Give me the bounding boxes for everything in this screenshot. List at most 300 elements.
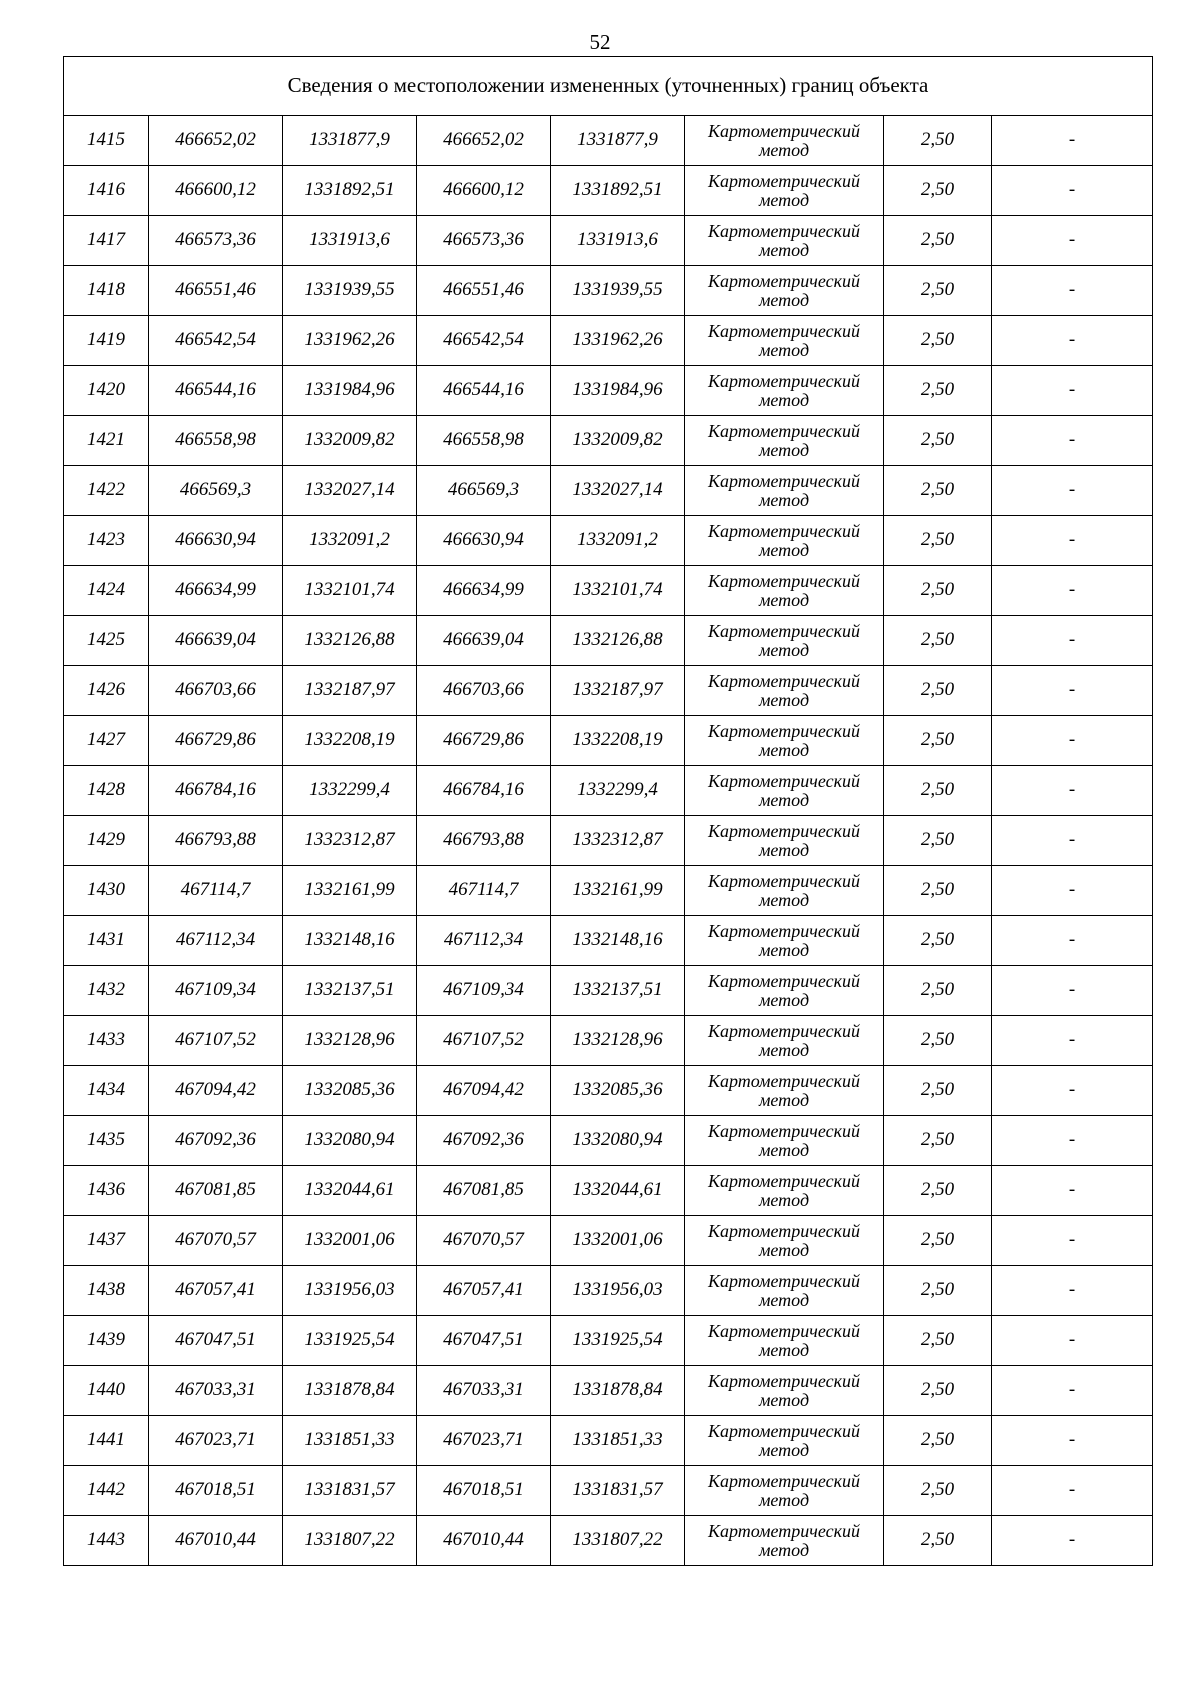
method-line2: метод	[758, 1339, 810, 1360]
method-cell	[685, 1416, 884, 1466]
method-cell	[685, 816, 884, 866]
method-line2: метод	[758, 1239, 810, 1260]
description-cell: -	[992, 316, 1153, 366]
method-line1: Картометрический	[707, 470, 860, 491]
y-new-cell: 1332101,74	[551, 566, 685, 616]
x-old-cell: 467033,31	[149, 1366, 283, 1416]
accuracy-cell: 2,50	[884, 116, 992, 166]
x-old-cell: 467070,57	[149, 1216, 283, 1266]
method-line2: метод	[758, 839, 810, 860]
method-line2: метод	[758, 289, 810, 310]
y-new-cell: 1332137,51	[551, 966, 685, 1016]
method-line1: Картометрический	[707, 1070, 860, 1091]
x-new-cell: 466542,54	[417, 316, 551, 366]
table-title-row	[64, 57, 1153, 116]
x-new-cell: 467047,51	[417, 1316, 551, 1366]
x-new-cell: 467112,34	[417, 916, 551, 966]
method-line2: метод	[758, 939, 810, 960]
x-old-cell: 467057,41	[149, 1266, 283, 1316]
y-new-cell: 1332128,96	[551, 1016, 685, 1066]
table-row	[64, 366, 1153, 416]
point-number-cell: 1428	[64, 766, 149, 816]
x-old-cell: 466634,99	[149, 566, 283, 616]
x-old-cell: 467047,51	[149, 1316, 283, 1366]
table-row	[64, 866, 1153, 916]
method-line2: метод	[758, 1539, 810, 1560]
method-cell	[685, 316, 884, 366]
method-line1: Картометрический	[707, 120, 860, 141]
accuracy-cell: 2,50	[884, 316, 992, 366]
method-cell	[685, 566, 884, 616]
method-line2: метод	[758, 589, 810, 610]
point-number-cell: 1441	[64, 1416, 149, 1466]
x-new-cell: 467092,36	[417, 1116, 551, 1166]
y-new-cell: 1332044,61	[551, 1166, 685, 1216]
method-cell	[685, 366, 884, 416]
method-line1: Картометрический	[707, 370, 860, 391]
x-old-cell: 467107,52	[149, 1016, 283, 1066]
accuracy-cell: 2,50	[884, 1216, 992, 1266]
y-new-cell: 1332187,97	[551, 666, 685, 716]
method-line2: метод	[758, 1089, 810, 1110]
x-old-cell: 466544,16	[149, 366, 283, 416]
accuracy-cell: 2,50	[884, 1366, 992, 1416]
description-cell: -	[992, 666, 1153, 716]
x-old-cell: 466542,54	[149, 316, 283, 366]
x-new-cell: 466652,02	[417, 116, 551, 166]
method-cell	[685, 1016, 884, 1066]
method-line1: Картометрический	[707, 870, 860, 891]
x-old-cell: 466784,16	[149, 766, 283, 816]
y-old-cell: 1331831,57	[283, 1466, 417, 1516]
method-line1: Картометрический	[707, 220, 860, 241]
accuracy-cell: 2,50	[884, 1066, 992, 1116]
x-old-cell: 467109,34	[149, 966, 283, 1016]
method-line1: Картометрический	[707, 1320, 860, 1341]
y-new-cell: 1331831,57	[551, 1466, 685, 1516]
method-line2: метод	[758, 689, 810, 710]
y-new-cell: 1331984,96	[551, 366, 685, 416]
point-number-cell: 1436	[64, 1166, 149, 1216]
y-new-cell: 1331925,54	[551, 1316, 685, 1366]
x-new-cell: 467010,44	[417, 1516, 551, 1566]
method-cell	[685, 916, 884, 966]
table-row	[64, 1316, 1153, 1366]
method-cell	[685, 266, 884, 316]
method-line2: метод	[758, 1439, 810, 1460]
accuracy-cell: 2,50	[884, 466, 992, 516]
method-line1: Картометрический	[707, 920, 860, 941]
point-number-cell: 1426	[64, 666, 149, 716]
method-line2: метод	[758, 639, 810, 660]
method-cell	[685, 1116, 884, 1166]
y-new-cell: 1332027,14	[551, 466, 685, 516]
table-row	[64, 1216, 1153, 1266]
table-row	[64, 616, 1153, 666]
method-line2: метод	[758, 1489, 810, 1510]
y-old-cell: 1331939,55	[283, 266, 417, 316]
boundary-table	[63, 56, 1153, 1566]
x-old-cell: 467018,51	[149, 1466, 283, 1516]
method-line1: Картометрический	[707, 520, 860, 541]
accuracy-cell: 2,50	[884, 1516, 992, 1566]
method-cell	[685, 1166, 884, 1216]
y-old-cell: 1332085,36	[283, 1066, 417, 1116]
method-line1: Картометрический	[707, 1120, 860, 1141]
method-cell	[685, 766, 884, 816]
description-cell: -	[992, 366, 1153, 416]
y-old-cell: 1332126,88	[283, 616, 417, 666]
method-cell	[685, 1266, 884, 1316]
accuracy-cell: 2,50	[884, 266, 992, 316]
y-new-cell: 1331878,84	[551, 1366, 685, 1416]
method-cell	[685, 966, 884, 1016]
accuracy-cell: 2,50	[884, 566, 992, 616]
description-cell: -	[992, 466, 1153, 516]
y-old-cell: 1331851,33	[283, 1416, 417, 1466]
accuracy-cell: 2,50	[884, 1466, 992, 1516]
method-line1: Картометрический	[707, 420, 860, 441]
table-row	[64, 516, 1153, 566]
method-line1: Картометрический	[707, 820, 860, 841]
method-line1: Картометрический	[707, 1220, 860, 1241]
table-row	[64, 1166, 1153, 1216]
table-row	[64, 766, 1153, 816]
table-row	[64, 666, 1153, 716]
y-new-cell: 1332085,36	[551, 1066, 685, 1116]
description-cell: -	[992, 1066, 1153, 1116]
point-number-cell: 1429	[64, 816, 149, 866]
description-cell: -	[992, 1116, 1153, 1166]
y-old-cell: 1332080,94	[283, 1116, 417, 1166]
point-number-cell: 1431	[64, 916, 149, 966]
y-new-cell: 1331939,55	[551, 266, 685, 316]
point-number-cell: 1440	[64, 1366, 149, 1416]
table-row	[64, 716, 1153, 766]
x-new-cell: 467018,51	[417, 1466, 551, 1516]
y-new-cell: 1332001,06	[551, 1216, 685, 1266]
accuracy-cell: 2,50	[884, 1266, 992, 1316]
x-new-cell: 466551,46	[417, 266, 551, 316]
point-number-cell: 1433	[64, 1016, 149, 1066]
x-new-cell: 467057,41	[417, 1266, 551, 1316]
description-cell: -	[992, 266, 1153, 316]
y-old-cell: 1332299,4	[283, 766, 417, 816]
x-new-cell: 466569,3	[417, 466, 551, 516]
description-cell: -	[992, 816, 1153, 866]
x-new-cell: 466634,99	[417, 566, 551, 616]
x-new-cell: 466544,16	[417, 366, 551, 416]
y-new-cell: 1332091,2	[551, 516, 685, 566]
table-row	[64, 1516, 1153, 1566]
description-cell: -	[992, 1166, 1153, 1216]
point-number-cell: 1416	[64, 166, 149, 216]
x-old-cell: 466639,04	[149, 616, 283, 666]
accuracy-cell: 2,50	[884, 166, 992, 216]
x-old-cell: 466729,86	[149, 716, 283, 766]
x-old-cell: 467081,85	[149, 1166, 283, 1216]
method-line2: метод	[758, 1039, 810, 1060]
table-row	[64, 816, 1153, 866]
accuracy-cell: 2,50	[884, 416, 992, 466]
y-old-cell: 1332101,74	[283, 566, 417, 616]
point-number-cell: 1439	[64, 1316, 149, 1366]
description-cell: -	[992, 866, 1153, 916]
point-number-cell: 1419	[64, 316, 149, 366]
accuracy-cell: 2,50	[884, 1116, 992, 1166]
y-old-cell: 1331925,54	[283, 1316, 417, 1366]
x-new-cell: 466703,66	[417, 666, 551, 716]
method-line2: метод	[758, 789, 810, 810]
table-row	[64, 566, 1153, 616]
accuracy-cell: 2,50	[884, 1166, 992, 1216]
method-line1: Картометрический	[707, 720, 860, 741]
point-number-cell: 1427	[64, 716, 149, 766]
description-cell: -	[992, 1516, 1153, 1566]
y-old-cell: 1331878,84	[283, 1366, 417, 1416]
description-cell: -	[992, 1266, 1153, 1316]
table-row	[64, 116, 1153, 166]
x-new-cell: 466630,94	[417, 516, 551, 566]
x-new-cell: 467114,7	[417, 866, 551, 916]
method-line1: Картометрический	[707, 770, 860, 791]
x-new-cell: 466600,12	[417, 166, 551, 216]
y-old-cell: 1332128,96	[283, 1016, 417, 1066]
method-line2: метод	[758, 1389, 810, 1410]
x-new-cell: 467081,85	[417, 1166, 551, 1216]
description-cell: -	[992, 1016, 1153, 1066]
method-cell	[685, 466, 884, 516]
accuracy-cell: 2,50	[884, 1316, 992, 1366]
description-cell: -	[992, 166, 1153, 216]
description-cell: -	[992, 1416, 1153, 1466]
x-old-cell: 467092,36	[149, 1116, 283, 1166]
point-number-cell: 1421	[64, 416, 149, 466]
y-old-cell: 1332137,51	[283, 966, 417, 1016]
y-old-cell: 1331807,22	[283, 1516, 417, 1566]
method-line1: Картометрический	[707, 1370, 860, 1391]
method-line2: метод	[758, 1189, 810, 1210]
method-cell	[685, 866, 884, 916]
accuracy-cell: 2,50	[884, 916, 992, 966]
method-line1: Картометрический	[707, 170, 860, 191]
y-new-cell: 1332312,87	[551, 816, 685, 866]
method-line1: Картометрический	[707, 1420, 860, 1441]
table-row	[64, 416, 1153, 466]
x-old-cell: 466793,88	[149, 816, 283, 866]
description-cell: -	[992, 566, 1153, 616]
y-old-cell: 1332001,06	[283, 1216, 417, 1266]
point-number-cell: 1435	[64, 1116, 149, 1166]
y-old-cell: 1332027,14	[283, 466, 417, 516]
y-old-cell: 1331877,9	[283, 116, 417, 166]
table-row	[64, 1266, 1153, 1316]
x-new-cell: 466639,04	[417, 616, 551, 666]
method-line2: метод	[758, 1139, 810, 1160]
accuracy-cell: 2,50	[884, 616, 992, 666]
y-old-cell: 1332044,61	[283, 1166, 417, 1216]
method-line1: Картометрический	[707, 1020, 860, 1041]
point-number-cell: 1430	[64, 866, 149, 916]
point-number-cell: 1417	[64, 216, 149, 266]
method-line1: Картометрический	[707, 970, 860, 991]
method-cell	[685, 1516, 884, 1566]
description-cell: -	[992, 216, 1153, 266]
page-number: 52	[589, 30, 611, 54]
y-new-cell: 1332299,4	[551, 766, 685, 816]
x-old-cell: 466600,12	[149, 166, 283, 216]
method-cell	[685, 516, 884, 566]
x-new-cell: 466784,16	[417, 766, 551, 816]
y-old-cell: 1332009,82	[283, 416, 417, 466]
method-cell	[685, 166, 884, 216]
x-new-cell: 466573,36	[417, 216, 551, 266]
accuracy-cell: 2,50	[884, 666, 992, 716]
method-line2: метод	[758, 439, 810, 460]
y-old-cell: 1332091,2	[283, 516, 417, 566]
accuracy-cell: 2,50	[884, 966, 992, 1016]
x-old-cell: 466630,94	[149, 516, 283, 566]
x-old-cell: 466573,36	[149, 216, 283, 266]
accuracy-cell: 2,50	[884, 816, 992, 866]
y-new-cell: 1331877,9	[551, 116, 685, 166]
y-new-cell: 1331913,6	[551, 216, 685, 266]
y-new-cell: 1331892,51	[551, 166, 685, 216]
method-line1: Картометрический	[707, 570, 860, 591]
y-old-cell: 1331892,51	[283, 166, 417, 216]
description-cell: -	[992, 616, 1153, 666]
table-row	[64, 916, 1153, 966]
method-cell	[685, 116, 884, 166]
x-old-cell: 467010,44	[149, 1516, 283, 1566]
method-cell	[685, 216, 884, 266]
x-new-cell: 467023,71	[417, 1416, 551, 1466]
x-old-cell: 466551,46	[149, 266, 283, 316]
accuracy-cell: 2,50	[884, 766, 992, 816]
description-cell: -	[992, 916, 1153, 966]
method-line2: метод	[758, 139, 810, 160]
y-old-cell: 1332187,97	[283, 666, 417, 716]
accuracy-cell: 2,50	[884, 716, 992, 766]
accuracy-cell: 2,50	[884, 866, 992, 916]
table-row	[64, 966, 1153, 1016]
x-new-cell: 467109,34	[417, 966, 551, 1016]
x-new-cell: 466558,98	[417, 416, 551, 466]
point-number-cell: 1422	[64, 466, 149, 516]
x-old-cell: 467094,42	[149, 1066, 283, 1116]
y-old-cell: 1331984,96	[283, 366, 417, 416]
method-line1: Картометрический	[707, 1170, 860, 1191]
method-line1: Картометрический	[707, 1270, 860, 1291]
method-cell	[685, 416, 884, 466]
x-old-cell: 466569,3	[149, 466, 283, 516]
x-old-cell: 467114,7	[149, 866, 283, 916]
method-line1: Картометрический	[707, 320, 860, 341]
x-old-cell: 466652,02	[149, 116, 283, 166]
accuracy-cell: 2,50	[884, 1416, 992, 1466]
method-line1: Картометрический	[707, 270, 860, 291]
method-cell	[685, 616, 884, 666]
x-old-cell: 466558,98	[149, 416, 283, 466]
method-line2: метод	[758, 389, 810, 410]
table-row	[64, 1466, 1153, 1516]
y-old-cell: 1331913,6	[283, 216, 417, 266]
table-row	[64, 216, 1153, 266]
x-old-cell: 467023,71	[149, 1416, 283, 1466]
method-line1: Картометрический	[707, 1470, 860, 1491]
x-new-cell: 466793,88	[417, 816, 551, 866]
method-line1: Картометрический	[707, 670, 860, 691]
point-number-cell: 1418	[64, 266, 149, 316]
point-number-cell: 1438	[64, 1266, 149, 1316]
x-new-cell: 467070,57	[417, 1216, 551, 1266]
x-new-cell: 467033,31	[417, 1366, 551, 1416]
table-title: Сведения о местоположении измененных (уточненных) границ объекта	[64, 57, 1153, 116]
method-cell	[685, 666, 884, 716]
description-cell: -	[992, 966, 1153, 1016]
x-old-cell: 467112,34	[149, 916, 283, 966]
description-cell: -	[992, 1466, 1153, 1516]
description-cell: -	[992, 1366, 1153, 1416]
method-line2: метод	[758, 539, 810, 560]
table-row	[64, 166, 1153, 216]
description-cell: -	[992, 716, 1153, 766]
method-line2: метод	[758, 1289, 810, 1310]
y-old-cell: 1331956,03	[283, 1266, 417, 1316]
method-line2: метод	[758, 989, 810, 1010]
method-line2: метод	[758, 489, 810, 510]
method-cell	[685, 1216, 884, 1266]
table-row	[64, 266, 1153, 316]
description-cell: -	[992, 1316, 1153, 1366]
accuracy-cell: 2,50	[884, 366, 992, 416]
y-new-cell: 1331807,22	[551, 1516, 685, 1566]
method-cell	[685, 1316, 884, 1366]
description-cell: -	[992, 416, 1153, 466]
x-new-cell: 467107,52	[417, 1016, 551, 1066]
method-cell	[685, 1466, 884, 1516]
method-line2: метод	[758, 189, 810, 210]
description-cell: -	[992, 1216, 1153, 1266]
y-old-cell: 1332312,87	[283, 816, 417, 866]
y-old-cell: 1332161,99	[283, 866, 417, 916]
point-number-cell: 1425	[64, 616, 149, 666]
y-new-cell: 1332208,19	[551, 716, 685, 766]
y-new-cell: 1331956,03	[551, 1266, 685, 1316]
description-cell: -	[992, 516, 1153, 566]
accuracy-cell: 2,50	[884, 216, 992, 266]
method-line1: Картометрический	[707, 620, 860, 641]
table-row	[64, 316, 1153, 366]
point-number-cell: 1434	[64, 1066, 149, 1116]
y-new-cell: 1331962,26	[551, 316, 685, 366]
point-number-cell: 1420	[64, 366, 149, 416]
method-line2: метод	[758, 889, 810, 910]
table-row	[64, 466, 1153, 516]
y-old-cell: 1332148,16	[283, 916, 417, 966]
y-new-cell: 1332080,94	[551, 1116, 685, 1166]
accuracy-cell: 2,50	[884, 1016, 992, 1066]
y-new-cell: 1332161,99	[551, 866, 685, 916]
method-line2: метод	[758, 339, 810, 360]
y-old-cell: 1332208,19	[283, 716, 417, 766]
table-row	[64, 1016, 1153, 1066]
y-new-cell: 1332009,82	[551, 416, 685, 466]
x-old-cell: 466703,66	[149, 666, 283, 716]
point-number-cell: 1437	[64, 1216, 149, 1266]
point-number-cell: 1443	[64, 1516, 149, 1566]
table-row	[64, 1116, 1153, 1166]
